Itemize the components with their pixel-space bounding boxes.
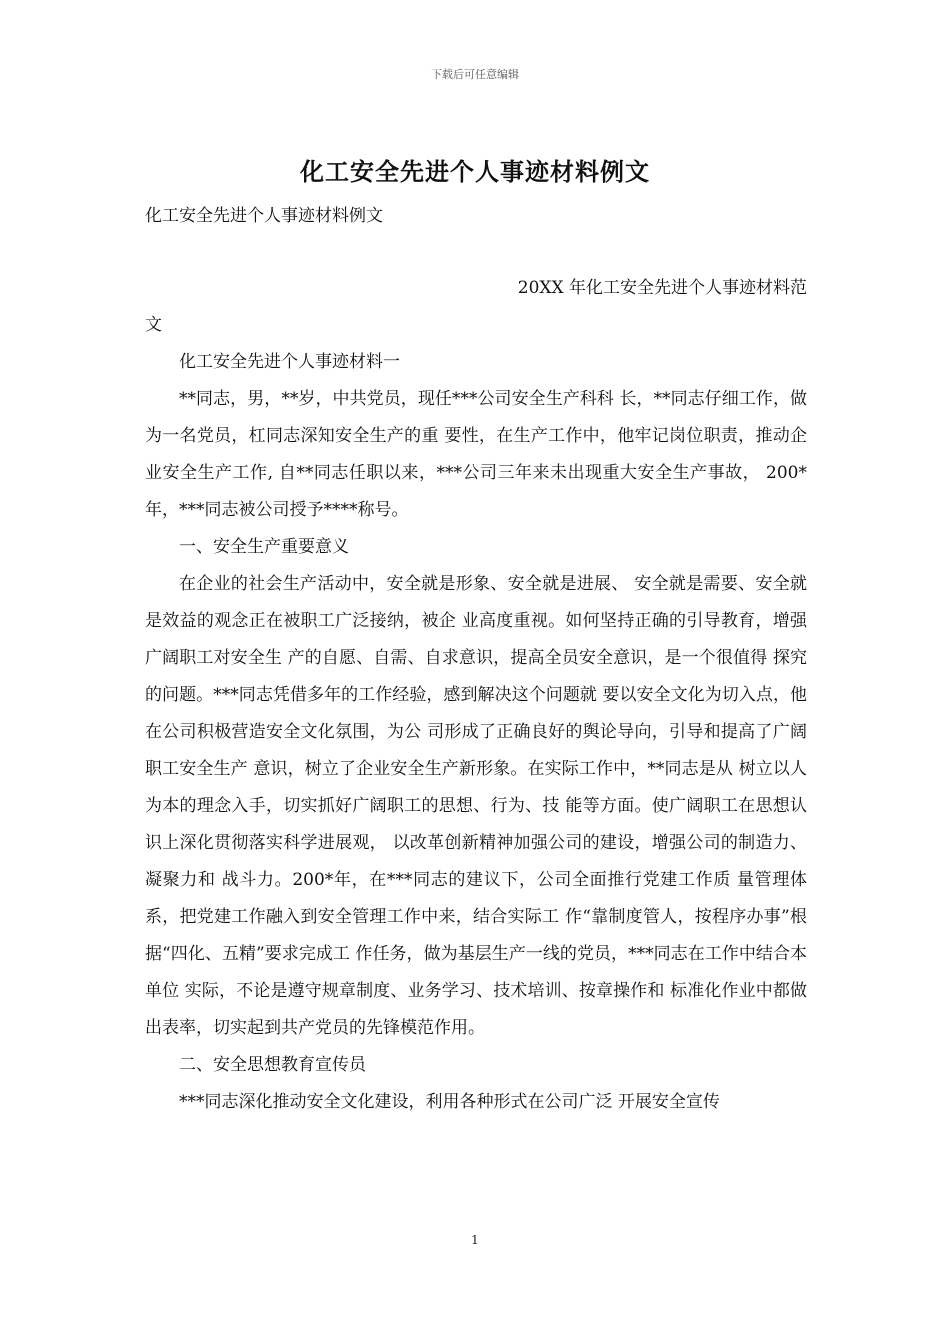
- page-number: 1: [471, 1233, 479, 1247]
- section-heading-intro: 化工安全先进个人事迹材料一: [179, 352, 400, 372]
- doc-heading-line1: 20XX 年化工安全先进个人事迹材料范: [517, 278, 807, 298]
- document-subtitle: 化工安全先进个人事迹材料例文: [145, 206, 383, 226]
- paragraph-1: **同志，男，**岁，中共党员，现任***公司安全生产科科 长，**同志仔细工作，做为一名党员，杠同志深知安全生产的重 要性，在生产工作中，他牢记岗位职责，推动企业安全生产工作, 自**同志任职以来，***公司三年来未出现重大安全生产事故， 200*年，***同志被公司授予****称号。: [145, 389, 807, 520]
- section-heading-2: 二、安全思想教育宣传员: [179, 1055, 366, 1075]
- page-header: 下载后可任意编辑: [431, 68, 519, 81]
- section-heading-1: 一、安全生产重要意义: [179, 537, 349, 557]
- paragraph-3: ***同志深化推动安全文化建设，利用各种形式在公司广泛 开展安全宣传: [179, 1092, 720, 1112]
- document-title: 化工安全先进个人事迹材料例文: [300, 157, 650, 186]
- document-body: [145, 270, 807, 1121]
- paragraph-2: 在企业的社会生产活动中，安全就是形象、安全就是进展、 安全就是需要、安全就是效益的观念正在被职工广泛接纳，被企 业高度重视。如何坚持正确的引导教育，增强广阔职工对安全生 产的自愿、自需、自求意识，提高全员安全意识，是一个很值得 探究的问题。***同志凭借多年的工作经验，感到解决这个问题就 要以安全文化为切入点，他在公司积极营造安全文化氛围，为公 司形成了正确良好的舆论导向，引导和提高了广阔职工安全生产 意识，树立了企业安全生产新形象。在实际工作中，**同志是从 树立以人为本的理念入手，切实抓好广阔职工的思想、行为、技 能等方面。使广阔职工在思想认识上深化贯彻落实科学进展观， 以改革创新精神加强公司的建设，增强公司的制造力、凝聚力和 战斗力。200*年，在***同志的建议下，公司全面推行党建工作质 量管理体系，把党建工作融入到安全管理工作中来，结合实际工 作“靠制度管人，按程序办事”根据“四化、五精”要求完成工 作任务，做为基层生产一线的党员，***同志在工作中结合本单位 实际，不论是遵守规章制度、业务学习、技术培训、按章操作和 标准化作业中都做出表率，切实起到共产党员的先锋模范作用。: [145, 574, 807, 1038]
- doc-heading-line2: 文: [145, 315, 162, 335]
